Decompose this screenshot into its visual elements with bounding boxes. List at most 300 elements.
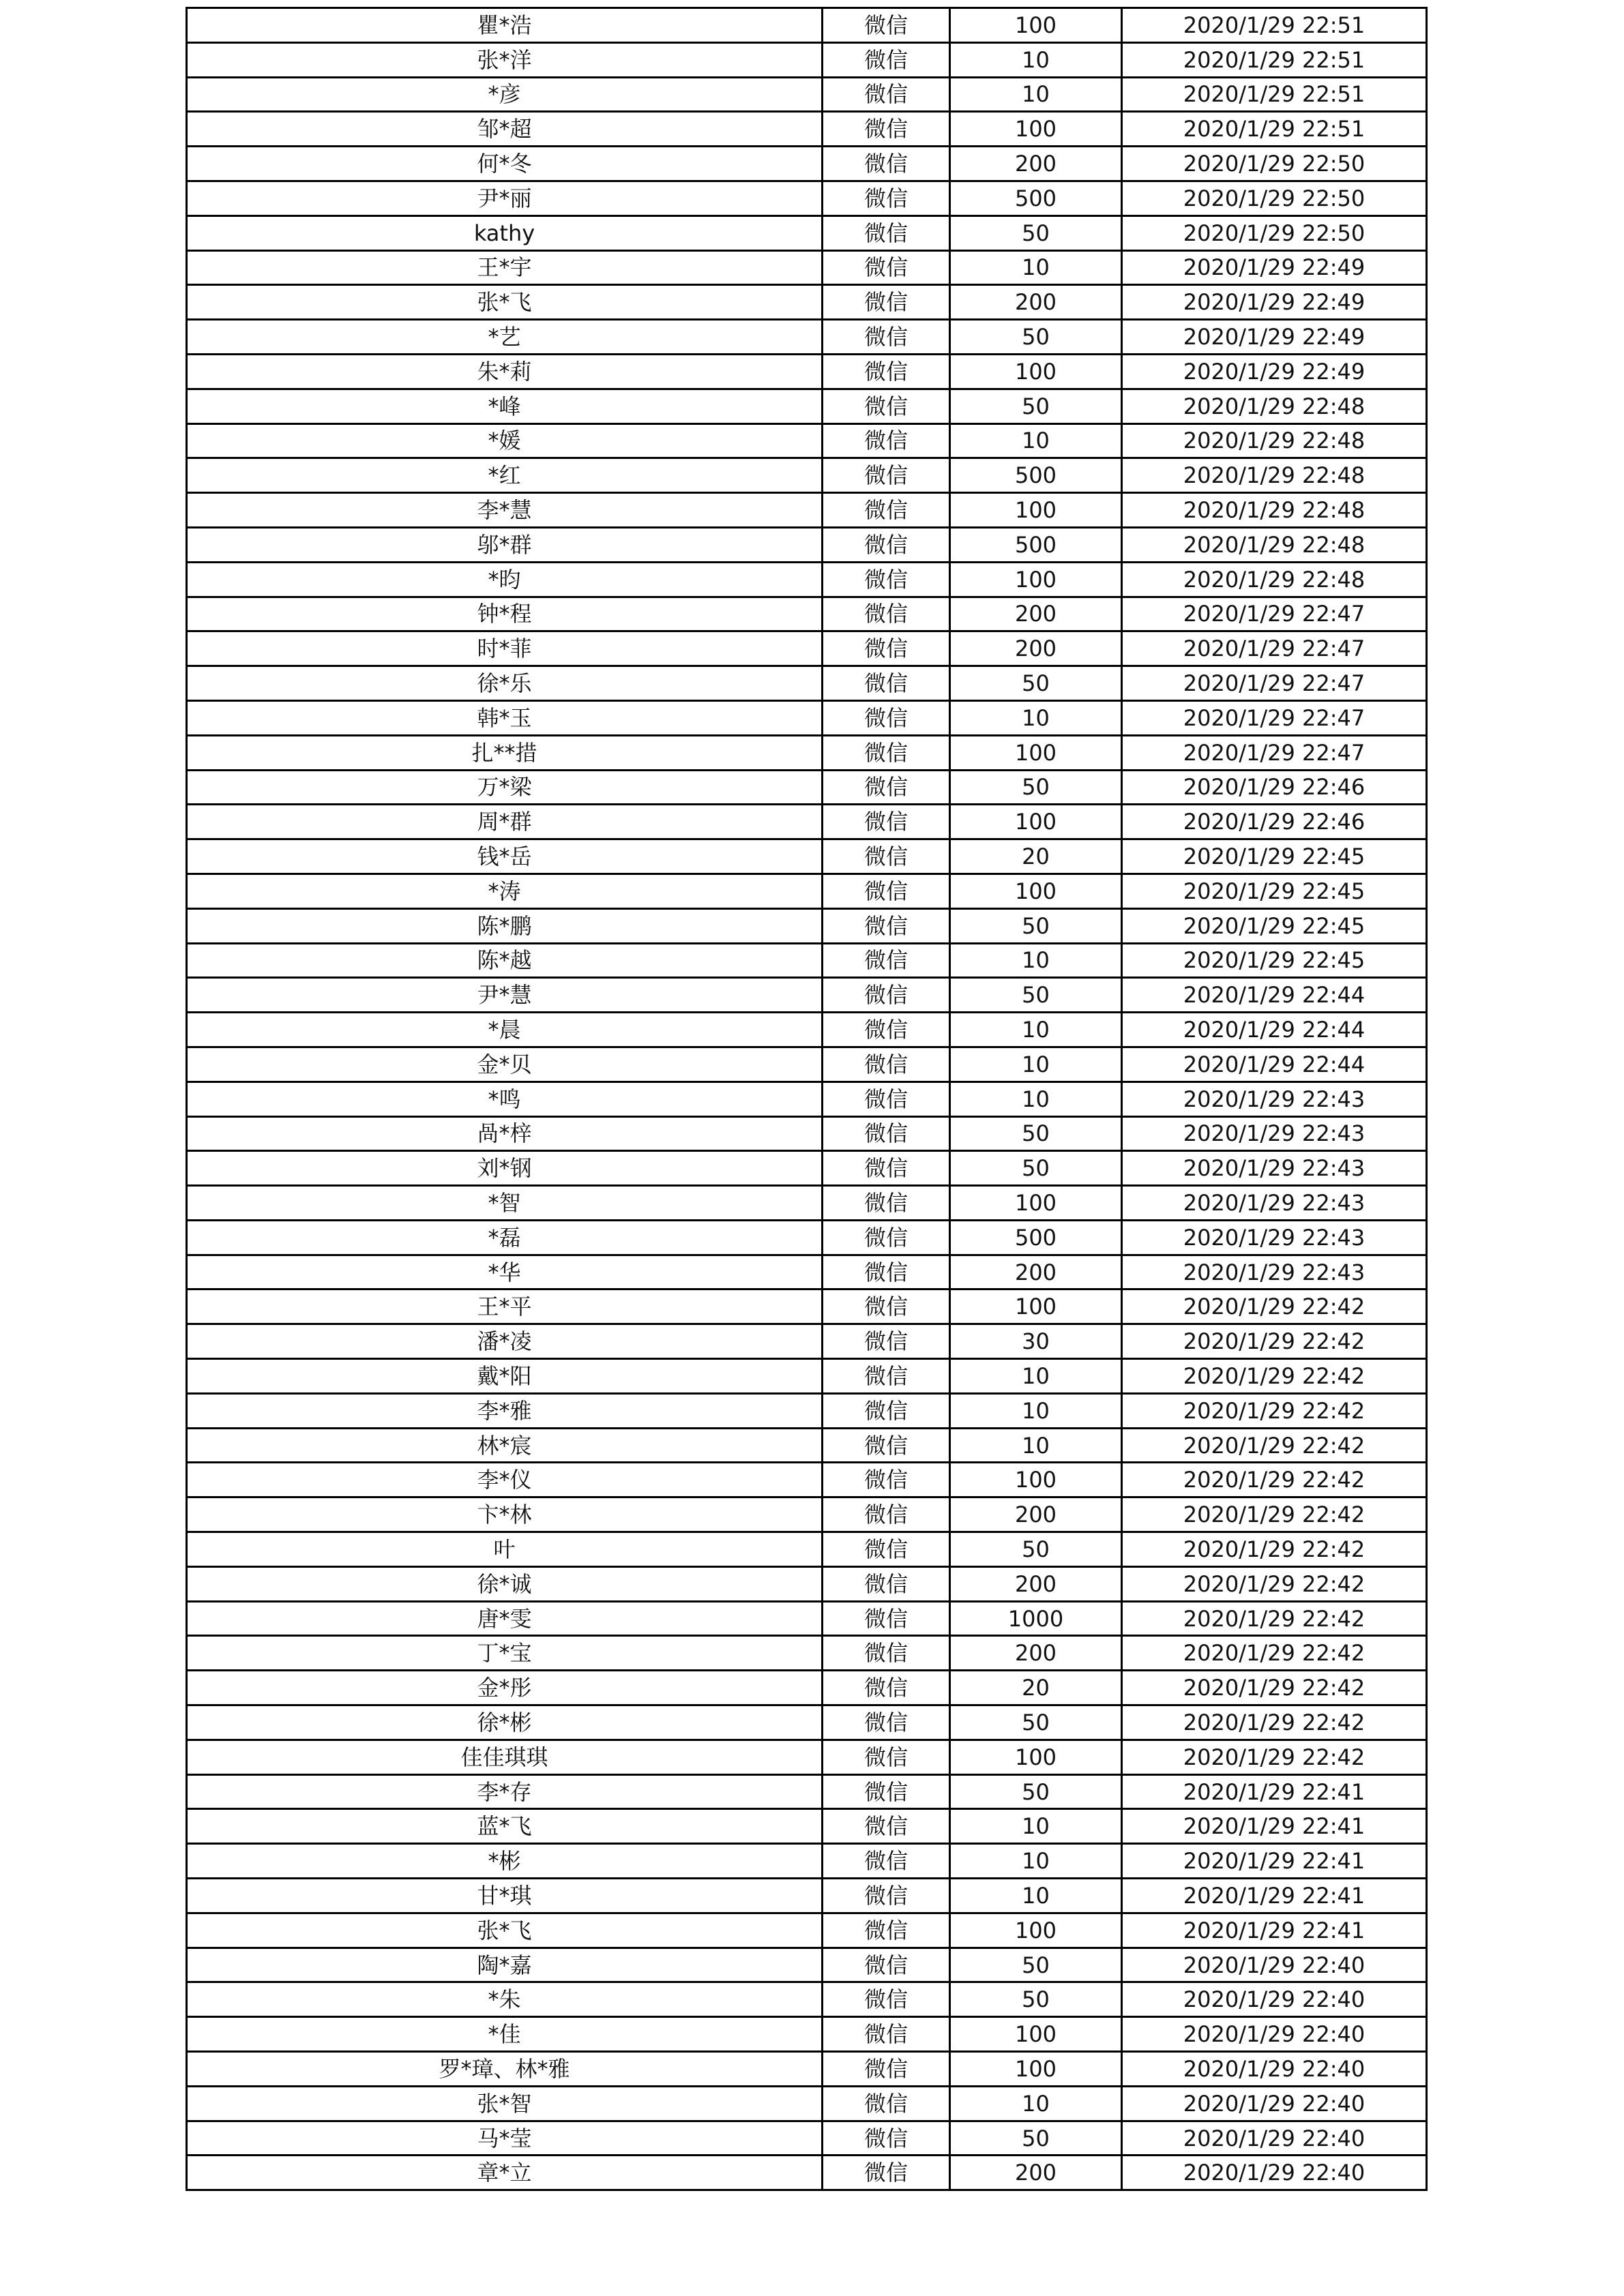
donor-name-cell: 卞*林 xyxy=(187,1497,823,1532)
amount-cell: 100 xyxy=(950,1913,1122,1948)
payment-method-cell: 微信 xyxy=(823,770,950,805)
table-row xyxy=(187,2017,1427,2052)
timestamp-cell: 2020/1/29 22:40 xyxy=(1122,2052,1427,2087)
timestamp-cell: 2020/1/29 22:49 xyxy=(1122,285,1427,320)
amount-cell: 10 xyxy=(950,1013,1122,1047)
table-row xyxy=(187,1705,1427,1740)
timestamp-cell: 2020/1/29 22:45 xyxy=(1122,874,1427,908)
payment-method-cell: 微信 xyxy=(823,1186,950,1221)
payment-method-cell: 微信 xyxy=(823,8,950,43)
timestamp-cell: 2020/1/29 22:48 xyxy=(1122,562,1427,597)
table-row xyxy=(187,1359,1427,1394)
donor-name-cell: 张*洋 xyxy=(187,42,823,77)
donor-name-cell: 金*贝 xyxy=(187,1047,823,1082)
donor-name-cell: 扎**措 xyxy=(187,735,823,770)
payment-method-cell: 微信 xyxy=(823,458,950,493)
payment-method-cell: 微信 xyxy=(823,1844,950,1879)
donor-name-cell: 徐*诚 xyxy=(187,1566,823,1601)
timestamp-cell: 2020/1/29 22:42 xyxy=(1122,1393,1427,1428)
timestamp-cell: 2020/1/29 22:40 xyxy=(1122,2156,1427,2190)
timestamp-cell: 2020/1/29 22:40 xyxy=(1122,1982,1427,2017)
payment-method-cell: 微信 xyxy=(823,2121,950,2156)
donor-name-cell: 张*飞 xyxy=(187,285,823,320)
amount-cell: 50 xyxy=(950,666,1122,701)
table-row xyxy=(187,423,1427,458)
timestamp-cell: 2020/1/29 22:41 xyxy=(1122,1844,1427,1879)
table-row xyxy=(187,1601,1427,1636)
amount-cell: 50 xyxy=(950,770,1122,805)
table-row xyxy=(187,1013,1427,1047)
table-row xyxy=(187,1913,1427,1948)
table-row xyxy=(187,389,1427,423)
table-row xyxy=(187,458,1427,493)
table-row xyxy=(187,1047,1427,1082)
amount-cell: 500 xyxy=(950,1220,1122,1255)
payment-method-cell: 微信 xyxy=(823,181,950,215)
payment-method-cell: 微信 xyxy=(823,666,950,701)
amount-cell: 50 xyxy=(950,1705,1122,1740)
payment-method-cell: 微信 xyxy=(823,147,950,181)
timestamp-cell: 2020/1/29 22:40 xyxy=(1122,2121,1427,2156)
payment-method-cell: 微信 xyxy=(823,1324,950,1359)
donor-name-cell: 邬*群 xyxy=(187,527,823,562)
timestamp-cell: 2020/1/29 22:48 xyxy=(1122,389,1427,423)
amount-cell: 10 xyxy=(950,943,1122,978)
table-row xyxy=(187,1255,1427,1289)
table-row xyxy=(187,250,1427,285)
amount-cell: 50 xyxy=(950,978,1122,1013)
table-row xyxy=(187,2086,1427,2121)
amount-cell: 10 xyxy=(950,1082,1122,1116)
donor-name-cell: *智 xyxy=(187,1186,823,1221)
timestamp-cell: 2020/1/29 22:40 xyxy=(1122,2086,1427,2121)
payment-method-cell: 微信 xyxy=(823,1532,950,1567)
payment-method-cell: 微信 xyxy=(823,215,950,250)
payment-method-cell: 微信 xyxy=(823,700,950,735)
donor-name-cell: *朱 xyxy=(187,1982,823,2017)
amount-cell: 200 xyxy=(950,1566,1122,1601)
donor-name-cell: 李*存 xyxy=(187,1774,823,1809)
timestamp-cell: 2020/1/29 22:42 xyxy=(1122,1636,1427,1671)
payment-method-cell: 微信 xyxy=(823,874,950,908)
amount-cell: 1000 xyxy=(950,1601,1122,1636)
donor-name-cell: 金*彤 xyxy=(187,1671,823,1705)
amount-cell: 20 xyxy=(950,1671,1122,1705)
timestamp-cell: 2020/1/29 22:45 xyxy=(1122,908,1427,943)
donor-name-cell: 甘*琪 xyxy=(187,1879,823,1913)
timestamp-cell: 2020/1/29 22:51 xyxy=(1122,8,1427,43)
timestamp-cell: 2020/1/29 22:50 xyxy=(1122,147,1427,181)
payment-method-cell: 微信 xyxy=(823,1151,950,1186)
donor-name-cell: 陈*越 xyxy=(187,943,823,978)
timestamp-cell: 2020/1/29 22:45 xyxy=(1122,839,1427,874)
amount-cell: 100 xyxy=(950,493,1122,528)
payment-method-cell: 微信 xyxy=(823,1116,950,1151)
donor-name-cell: 刘*钢 xyxy=(187,1151,823,1186)
amount-cell: 100 xyxy=(950,2052,1122,2087)
timestamp-cell: 2020/1/29 22:43 xyxy=(1122,1186,1427,1221)
amount-cell: 10 xyxy=(950,1393,1122,1428)
amount-cell: 50 xyxy=(950,1151,1122,1186)
donor-name-cell: 唐*雯 xyxy=(187,1601,823,1636)
table-row xyxy=(187,1740,1427,1774)
timestamp-cell: 2020/1/29 22:47 xyxy=(1122,735,1427,770)
amount-cell: 50 xyxy=(950,908,1122,943)
payment-method-cell: 微信 xyxy=(823,1047,950,1082)
payment-method-cell: 微信 xyxy=(823,1220,950,1255)
donor-name-cell: 咼*梓 xyxy=(187,1116,823,1151)
payment-method-cell: 微信 xyxy=(823,1013,950,1047)
payment-method-cell: 微信 xyxy=(823,978,950,1013)
table-row xyxy=(187,597,1427,631)
payment-method-cell: 微信 xyxy=(823,2052,950,2087)
timestamp-cell: 2020/1/29 22:47 xyxy=(1122,666,1427,701)
timestamp-cell: 2020/1/29 22:48 xyxy=(1122,527,1427,562)
payment-method-cell: 微信 xyxy=(823,1948,950,1982)
amount-cell: 200 xyxy=(950,1255,1122,1289)
timestamp-cell: 2020/1/29 22:44 xyxy=(1122,978,1427,1013)
payment-method-cell: 微信 xyxy=(823,493,950,528)
timestamp-cell: 2020/1/29 22:42 xyxy=(1122,1324,1427,1359)
amount-cell: 200 xyxy=(950,2156,1122,2190)
payment-method-cell: 微信 xyxy=(823,908,950,943)
timestamp-cell: 2020/1/29 22:41 xyxy=(1122,1774,1427,1809)
donor-name-cell: *峰 xyxy=(187,389,823,423)
donor-name-cell: 王*宇 xyxy=(187,250,823,285)
payment-method-cell: 微信 xyxy=(823,1740,950,1774)
payment-method-cell: 微信 xyxy=(823,77,950,112)
amount-cell: 50 xyxy=(950,215,1122,250)
donor-name-cell: *磊 xyxy=(187,1220,823,1255)
table-row xyxy=(187,1809,1427,1844)
table-row xyxy=(187,1220,1427,1255)
timestamp-cell: 2020/1/29 22:43 xyxy=(1122,1220,1427,1255)
donor-name-cell: 马*莹 xyxy=(187,2121,823,2156)
table-row xyxy=(187,77,1427,112)
table-row xyxy=(187,700,1427,735)
table-row xyxy=(187,147,1427,181)
amount-cell: 10 xyxy=(950,1428,1122,1463)
donor-name-cell: 万*梁 xyxy=(187,770,823,805)
table-row xyxy=(187,1774,1427,1809)
table-row xyxy=(187,1982,1427,2017)
table-row xyxy=(187,735,1427,770)
timestamp-cell: 2020/1/29 22:50 xyxy=(1122,181,1427,215)
table-row xyxy=(187,1879,1427,1913)
payment-method-cell: 微信 xyxy=(823,1428,950,1463)
amount-cell: 10 xyxy=(950,250,1122,285)
donor-name-cell: *媛 xyxy=(187,423,823,458)
payment-method-cell: 微信 xyxy=(823,1671,950,1705)
payment-method-cell: 微信 xyxy=(823,320,950,355)
table-row xyxy=(187,1566,1427,1601)
donor-name-cell: 钟*程 xyxy=(187,597,823,631)
payment-method-cell: 微信 xyxy=(823,943,950,978)
table-row xyxy=(187,908,1427,943)
donor-name-cell: 张*飞 xyxy=(187,1913,823,1948)
timestamp-cell: 2020/1/29 22:40 xyxy=(1122,1948,1427,1982)
timestamp-cell: 2020/1/29 22:43 xyxy=(1122,1255,1427,1289)
timestamp-cell: 2020/1/29 22:43 xyxy=(1122,1082,1427,1116)
donor-name-cell: *昀 xyxy=(187,562,823,597)
donor-name-cell: 张*智 xyxy=(187,2086,823,2121)
donor-name-cell: *红 xyxy=(187,458,823,493)
payment-method-cell: 微信 xyxy=(823,2156,950,2190)
donor-name-cell: 佳佳琪琪 xyxy=(187,1740,823,1774)
donor-name-cell: 章*立 xyxy=(187,2156,823,2190)
amount-cell: 10 xyxy=(950,1047,1122,1082)
amount-cell: 50 xyxy=(950,320,1122,355)
donation-table xyxy=(186,7,1428,2191)
amount-cell: 200 xyxy=(950,631,1122,666)
amount-cell: 50 xyxy=(950,389,1122,423)
table-row xyxy=(187,1151,1427,1186)
payment-method-cell: 微信 xyxy=(823,112,950,147)
timestamp-cell: 2020/1/29 22:50 xyxy=(1122,215,1427,250)
donor-name-cell: *涛 xyxy=(187,874,823,908)
amount-cell: 100 xyxy=(950,1740,1122,1774)
timestamp-cell: 2020/1/29 22:51 xyxy=(1122,42,1427,77)
donor-name-cell: 徐*乐 xyxy=(187,666,823,701)
donor-name-cell: 尹*丽 xyxy=(187,181,823,215)
amount-cell: 100 xyxy=(950,1186,1122,1221)
amount-cell: 10 xyxy=(950,1359,1122,1394)
amount-cell: 10 xyxy=(950,1809,1122,1844)
payment-method-cell: 微信 xyxy=(823,1879,950,1913)
payment-method-cell: 微信 xyxy=(823,423,950,458)
payment-method-cell: 微信 xyxy=(823,1255,950,1289)
amount-cell: 500 xyxy=(950,458,1122,493)
table-row xyxy=(187,1463,1427,1497)
payment-method-cell: 微信 xyxy=(823,1774,950,1809)
timestamp-cell: 2020/1/29 22:48 xyxy=(1122,458,1427,493)
timestamp-cell: 2020/1/29 22:41 xyxy=(1122,1809,1427,1844)
table-row xyxy=(187,527,1427,562)
amount-cell: 50 xyxy=(950,1982,1122,2017)
table-row xyxy=(187,1324,1427,1359)
table-row xyxy=(187,1636,1427,1671)
donor-name-cell: 李*慧 xyxy=(187,493,823,528)
table-row xyxy=(187,1948,1427,1982)
amount-cell: 100 xyxy=(950,112,1122,147)
timestamp-cell: 2020/1/29 22:42 xyxy=(1122,1359,1427,1394)
timestamp-cell: 2020/1/29 22:40 xyxy=(1122,2017,1427,2052)
table-row xyxy=(187,215,1427,250)
donor-name-cell: 潘*凌 xyxy=(187,1324,823,1359)
amount-cell: 50 xyxy=(950,2121,1122,2156)
amount-cell: 200 xyxy=(950,597,1122,631)
amount-cell: 100 xyxy=(950,1289,1122,1324)
timestamp-cell: 2020/1/29 22:51 xyxy=(1122,77,1427,112)
donation-table-body xyxy=(187,8,1427,2190)
payment-method-cell: 微信 xyxy=(823,1601,950,1636)
amount-cell: 20 xyxy=(950,839,1122,874)
donor-name-cell: *彦 xyxy=(187,77,823,112)
table-row xyxy=(187,805,1427,839)
payment-method-cell: 微信 xyxy=(823,250,950,285)
timestamp-cell: 2020/1/29 22:41 xyxy=(1122,1879,1427,1913)
table-row xyxy=(187,839,1427,874)
table-row xyxy=(187,874,1427,908)
table-row xyxy=(187,666,1427,701)
timestamp-cell: 2020/1/29 22:44 xyxy=(1122,1013,1427,1047)
payment-method-cell: 微信 xyxy=(823,285,950,320)
table-row xyxy=(187,181,1427,215)
payment-method-cell: 微信 xyxy=(823,1289,950,1324)
donor-name-cell: 时*菲 xyxy=(187,631,823,666)
table-row xyxy=(187,320,1427,355)
amount-cell: 10 xyxy=(950,2086,1122,2121)
amount-cell: 30 xyxy=(950,1324,1122,1359)
timestamp-cell: 2020/1/29 22:47 xyxy=(1122,597,1427,631)
donor-name-cell: 钱*岳 xyxy=(187,839,823,874)
donor-name-cell: *艺 xyxy=(187,320,823,355)
payment-method-cell: 微信 xyxy=(823,1359,950,1394)
donor-name-cell: 王*平 xyxy=(187,1289,823,1324)
payment-method-cell: 微信 xyxy=(823,597,950,631)
amount-cell: 50 xyxy=(950,1532,1122,1567)
amount-cell: 200 xyxy=(950,285,1122,320)
amount-cell: 50 xyxy=(950,1774,1122,1809)
donor-name-cell: 陈*鹏 xyxy=(187,908,823,943)
amount-cell: 100 xyxy=(950,874,1122,908)
table-row xyxy=(187,1116,1427,1151)
amount-cell: 10 xyxy=(950,77,1122,112)
donor-name-cell: 朱*莉 xyxy=(187,354,823,389)
table-row xyxy=(187,978,1427,1013)
table-row xyxy=(187,1289,1427,1324)
timestamp-cell: 2020/1/29 22:42 xyxy=(1122,1740,1427,1774)
donor-name-cell: 徐*彬 xyxy=(187,1705,823,1740)
donor-name-cell: *晨 xyxy=(187,1013,823,1047)
timestamp-cell: 2020/1/29 22:45 xyxy=(1122,943,1427,978)
amount-cell: 10 xyxy=(950,700,1122,735)
table-row xyxy=(187,2121,1427,2156)
timestamp-cell: 2020/1/29 22:42 xyxy=(1122,1497,1427,1532)
timestamp-cell: 2020/1/29 22:44 xyxy=(1122,1047,1427,1082)
timestamp-cell: 2020/1/29 22:42 xyxy=(1122,1671,1427,1705)
table-row xyxy=(187,1186,1427,1221)
amount-cell: 100 xyxy=(950,2017,1122,2052)
amount-cell: 10 xyxy=(950,1844,1122,1879)
timestamp-cell: 2020/1/29 22:46 xyxy=(1122,770,1427,805)
table-row xyxy=(187,1844,1427,1879)
payment-method-cell: 微信 xyxy=(823,1463,950,1497)
table-row xyxy=(187,1497,1427,1532)
payment-method-cell: 微信 xyxy=(823,1566,950,1601)
timestamp-cell: 2020/1/29 22:42 xyxy=(1122,1428,1427,1463)
timestamp-cell: 2020/1/29 22:49 xyxy=(1122,354,1427,389)
amount-cell: 100 xyxy=(950,562,1122,597)
payment-method-cell: 微信 xyxy=(823,389,950,423)
table-row xyxy=(187,285,1427,320)
donor-name-cell: *佳 xyxy=(187,2017,823,2052)
donor-name-cell: *鸣 xyxy=(187,1082,823,1116)
payment-method-cell: 微信 xyxy=(823,1636,950,1671)
amount-cell: 10 xyxy=(950,423,1122,458)
amount-cell: 500 xyxy=(950,527,1122,562)
timestamp-cell: 2020/1/29 22:47 xyxy=(1122,631,1427,666)
amount-cell: 100 xyxy=(950,354,1122,389)
payment-method-cell: 微信 xyxy=(823,1705,950,1740)
amount-cell: 50 xyxy=(950,1948,1122,1982)
donor-name-cell: 韩*玉 xyxy=(187,700,823,735)
timestamp-cell: 2020/1/29 22:42 xyxy=(1122,1463,1427,1497)
payment-method-cell: 微信 xyxy=(823,735,950,770)
donor-name-cell: 李*雅 xyxy=(187,1393,823,1428)
timestamp-cell: 2020/1/29 22:42 xyxy=(1122,1532,1427,1567)
table-row xyxy=(187,42,1427,77)
table-row xyxy=(187,2156,1427,2190)
table-row xyxy=(187,112,1427,147)
payment-method-cell: 微信 xyxy=(823,562,950,597)
payment-method-cell: 微信 xyxy=(823,2017,950,2052)
donor-name-cell: 何*冬 xyxy=(187,147,823,181)
table-row xyxy=(187,2052,1427,2087)
donor-name-cell: 邹*超 xyxy=(187,112,823,147)
donor-name-cell: 叶 xyxy=(187,1532,823,1567)
timestamp-cell: 2020/1/29 22:42 xyxy=(1122,1566,1427,1601)
payment-method-cell: 微信 xyxy=(823,42,950,77)
payment-method-cell: 微信 xyxy=(823,631,950,666)
timestamp-cell: 2020/1/29 22:43 xyxy=(1122,1151,1427,1186)
timestamp-cell: 2020/1/29 22:48 xyxy=(1122,423,1427,458)
payment-method-cell: 微信 xyxy=(823,805,950,839)
amount-cell: 100 xyxy=(950,8,1122,43)
donor-name-cell: *彬 xyxy=(187,1844,823,1879)
amount-cell: 50 xyxy=(950,1116,1122,1151)
donor-name-cell: 林*宸 xyxy=(187,1428,823,1463)
amount-cell: 100 xyxy=(950,1463,1122,1497)
timestamp-cell: 2020/1/29 22:43 xyxy=(1122,1116,1427,1151)
table-row xyxy=(187,770,1427,805)
payment-method-cell: 微信 xyxy=(823,1913,950,1948)
donor-name-cell: 罗*璋、林*雅 xyxy=(187,2052,823,2087)
amount-cell: 10 xyxy=(950,42,1122,77)
payment-method-cell: 微信 xyxy=(823,839,950,874)
table-row xyxy=(187,1532,1427,1567)
payment-method-cell: 微信 xyxy=(823,1082,950,1116)
timestamp-cell: 2020/1/29 22:49 xyxy=(1122,320,1427,355)
payment-method-cell: 微信 xyxy=(823,1393,950,1428)
payment-method-cell: 微信 xyxy=(823,527,950,562)
table-row xyxy=(187,562,1427,597)
table-row xyxy=(187,1082,1427,1116)
payment-method-cell: 微信 xyxy=(823,1497,950,1532)
table-row xyxy=(187,1393,1427,1428)
donor-name-cell: 丁*宝 xyxy=(187,1636,823,1671)
table-row xyxy=(187,354,1427,389)
timestamp-cell: 2020/1/29 22:47 xyxy=(1122,700,1427,735)
donor-name-cell: 蓝*飞 xyxy=(187,1809,823,1844)
table-row xyxy=(187,943,1427,978)
donor-name-cell: 瞿*浩 xyxy=(187,8,823,43)
amount-cell: 200 xyxy=(950,1636,1122,1671)
table-row xyxy=(187,1671,1427,1705)
timestamp-cell: 2020/1/29 22:48 xyxy=(1122,493,1427,528)
amount-cell: 10 xyxy=(950,1879,1122,1913)
timestamp-cell: 2020/1/29 22:49 xyxy=(1122,250,1427,285)
amount-cell: 200 xyxy=(950,147,1122,181)
donor-name-cell: kathy xyxy=(187,215,823,250)
donor-name-cell: 周*群 xyxy=(187,805,823,839)
timestamp-cell: 2020/1/29 22:41 xyxy=(1122,1913,1427,1948)
timestamp-cell: 2020/1/29 22:42 xyxy=(1122,1705,1427,1740)
timestamp-cell: 2020/1/29 22:46 xyxy=(1122,805,1427,839)
donor-name-cell: 戴*阳 xyxy=(187,1359,823,1394)
payment-method-cell: 微信 xyxy=(823,2086,950,2121)
table-row xyxy=(187,631,1427,666)
